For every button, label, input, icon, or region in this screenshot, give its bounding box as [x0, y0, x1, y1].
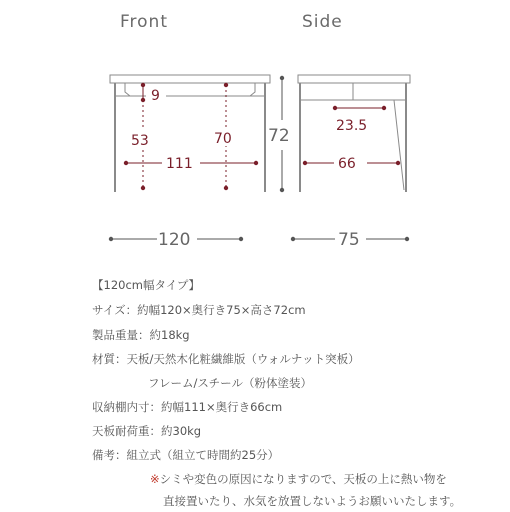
width-dot-left — [109, 237, 113, 241]
spec-weight: 製品重量：約18kg — [92, 328, 190, 342]
height-dot-bottom — [280, 188, 284, 192]
side-drawer-dot-right — [382, 106, 386, 110]
leg-left-height-label: 53 — [131, 133, 149, 149]
overall-depth-label: 75 — [338, 230, 360, 250]
spec-note: 備考：組立式（組立て時間約25分） — [92, 448, 280, 462]
drawer-dim-dot-top — [141, 83, 145, 87]
height-dot-top — [280, 76, 284, 80]
side-heading: Side — [302, 12, 343, 32]
depth-dot-right — [405, 237, 409, 241]
spec-material-top: 材質：天板/天然木化粧繊維版（ウォルナット突板） — [92, 352, 360, 366]
front-heading: Front — [120, 12, 168, 32]
spec-type-label: 【120cm幅タイプ】 — [92, 278, 201, 292]
side-depth-dot-left — [303, 161, 307, 165]
spec-storage: 収納棚内寸：約幅111×奥行き66cm — [92, 400, 283, 414]
leg-right-dim-dot-top — [224, 83, 228, 87]
spec-load: 天板耐荷重：約30kg — [92, 424, 202, 438]
inner-width-label: 111 — [166, 156, 193, 172]
inner-width-dot-left — [124, 161, 128, 165]
leg-left-dim-dot — [141, 186, 145, 190]
leg-right-dim-dot-bottom — [224, 186, 228, 190]
overall-width-label: 120 — [158, 230, 191, 250]
spec-size: サイズ：約幅120×奥行き75×高さ72cm — [92, 303, 306, 317]
spec-caution-line-2: 直接置いたり、水気を放置しないようお願いいたします。 — [163, 494, 462, 508]
front-drawer-bracket-right — [250, 83, 255, 96]
side-drawer-dot-left — [333, 106, 337, 110]
drawer-height-label: 9 — [151, 88, 160, 104]
spec-caution-line-1 — [150, 471, 447, 487]
side-depth-dot-right — [396, 161, 400, 165]
caution-mark: ※ — [150, 472, 160, 486]
spec-material-frame: フレーム/スチール（粉体塗装） — [148, 376, 312, 390]
side-tabletop — [298, 75, 410, 83]
side-depth-label: 66 — [338, 156, 356, 172]
front-tabletop — [110, 75, 270, 83]
overall-height-label: 72 — [268, 126, 290, 146]
front-drawer-bracket-left — [125, 83, 130, 96]
side-brace — [394, 100, 404, 190]
side-drawer-label: 23.5 — [336, 118, 368, 134]
caution-text-1: シミや変色の原因になりますので、天板の上に熱い物を — [159, 472, 447, 486]
width-dot-right — [239, 237, 243, 241]
leg-right-height-label: 70 — [214, 131, 232, 147]
inner-width-dot-right — [254, 161, 258, 165]
depth-dot-left — [291, 237, 295, 241]
